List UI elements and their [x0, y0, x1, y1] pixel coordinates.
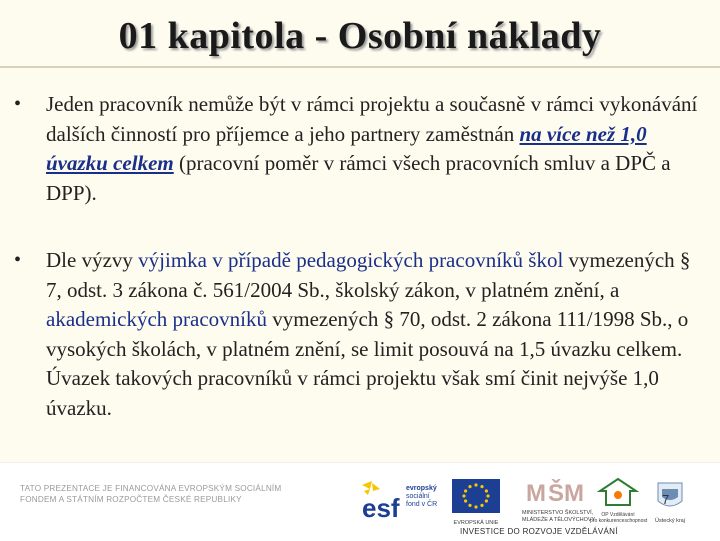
- bullet-dot: •: [14, 249, 22, 271]
- footer-funding-text: [20, 483, 340, 505]
- op-caption-1: OP Vzdělávání: [601, 512, 635, 518]
- msmt-caption-1: MINISTERSTVO ŠKOLSTVÍ,: [522, 510, 594, 516]
- bullet2-text-mid: vymezených § 7, odst. 3 zákona č. 561/2004 Sb., školský zákon, v platném znění, a: [46, 248, 691, 302]
- esf-logo-icon: [360, 479, 445, 521]
- msmt-caption-2: MLÁDEŽE A TĚLOVÝCHOVY: [522, 517, 596, 523]
- bullet-text-1: [46, 90, 706, 208]
- kraj-logo-icon: [650, 481, 690, 525]
- svg-text:Š: Š: [548, 480, 565, 505]
- footer-tagline: INVESTICE DO ROZVOJE VZDĚLÁVÁNÍ: [460, 527, 618, 536]
- footer-text-line-1: TATO PREZENTACE JE FINANCOVÁNA EVROPSKÝM SOCIÁLNÍM: [20, 484, 282, 493]
- eu-flag-icon: [452, 479, 500, 526]
- bullet1-emphasis: na více než 1,0 úvazku celkem: [46, 121, 647, 175]
- svg-text:esf: esf: [362, 493, 400, 521]
- msmt-logo-icon: [522, 477, 596, 523]
- page-number: 7: [662, 492, 670, 507]
- bullet-dot: •: [14, 93, 22, 115]
- svg-text:M: M: [564, 480, 584, 505]
- kraj-caption: Ústecký kraj: [655, 518, 685, 524]
- slide-title: 01 kapitola - Osobní náklady: [118, 15, 602, 57]
- bullet1-text-post: (pracovní poměr v rámci všech pracovních smluv a DPČ a DPP).: [46, 151, 671, 205]
- esf-caption-1: evropský: [406, 485, 437, 492]
- title-divider: [0, 66, 720, 68]
- esf-caption-2: sociální: [406, 493, 430, 500]
- eu-caption: EVROPSKÁ UNIE: [453, 520, 499, 526]
- bullet2-text-pre: Dle výzvy: [46, 248, 139, 272]
- bullet2-text-post: vymezených § 70, odst. 2 zákona 111/1998 Sb., o vysokých školách, v platném znění, se limit posouvá na 1,5 úvazku celkem. Úvazek takových pracovníků v rámci projektu však smí činit nejvýše 1,0 úvazku.: [46, 307, 689, 420]
- op-logo-icon: [590, 477, 646, 523]
- op-caption-2: pro konkurenceschopnost: [590, 518, 648, 524]
- bullet-text-2: [46, 246, 706, 423]
- bullet2-highlight-2: akademických pracovníků: [46, 307, 267, 331]
- footer-bar: [0, 462, 720, 541]
- svg-text:M: M: [526, 480, 546, 505]
- footer-text-line-2: FONDEM A STÁTNÍM ROZPOČTEM ČESKÉ REPUBLIKY: [20, 495, 242, 504]
- bullet-item-1: [14, 90, 706, 208]
- bullet-item-2: [14, 246, 706, 423]
- esf-caption-3: fond v ČR: [406, 501, 438, 508]
- bullet2-highlight-1: výjimka v případě pedagogických pracovníků škol: [138, 248, 564, 272]
- bullet1-text-pre: Jeden pracovník nemůže být v rámci projektu a současně v rámci vykonávání dalších činností pro příjemce a jeho partnery zaměstnán: [46, 92, 698, 146]
